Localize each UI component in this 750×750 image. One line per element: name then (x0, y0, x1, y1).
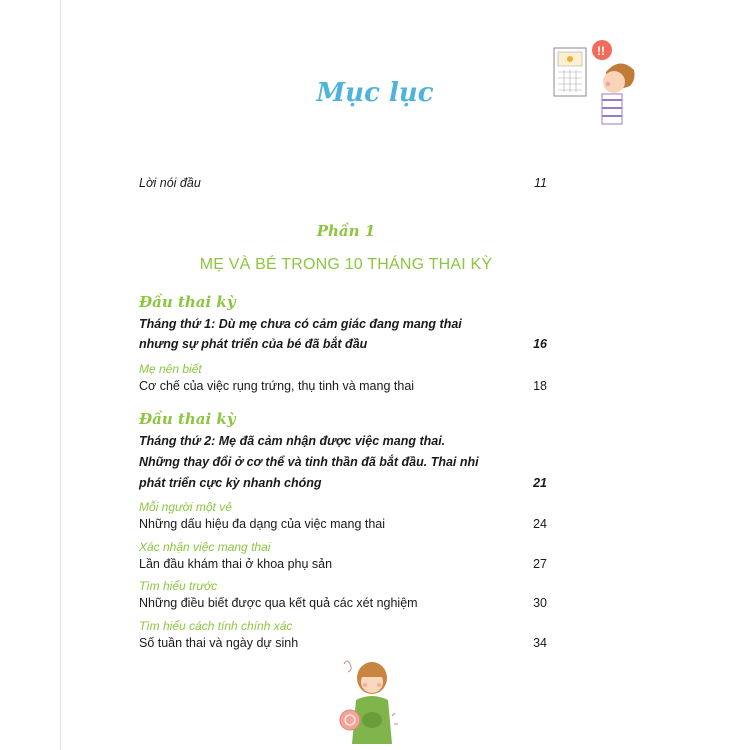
entry-text: Lần đầu khám thai ở khoa phụ sản (139, 557, 333, 571)
entry-text: Cơ chế của việc rụng trứng, thụ tinh và mang thai (139, 379, 415, 393)
entry-line: nhưng sự phát triển của bé đã bắt đầu (139, 337, 368, 351)
page-number: 18 (533, 379, 547, 393)
toc-entry-ovulation[interactable] (139, 378, 547, 394)
page-number: 30 (533, 596, 547, 610)
sub-label: Xác nhận việc mang thai (139, 540, 271, 554)
toc-entry-signs[interactable] (139, 516, 547, 532)
page-number: 27 (533, 557, 547, 571)
page-number: 11 (534, 176, 547, 190)
page-edge (60, 0, 61, 750)
svg-text:!!: !! (597, 44, 605, 58)
entry-text: Số tuần thai và ngày dự sinh (139, 636, 299, 650)
sub-label: Tìm hiểu cách tính chính xác (139, 619, 293, 633)
entry-text: Những dấu hiệu đa dạng của việc mang thai (139, 517, 386, 531)
toc-entry-tests[interactable] (139, 595, 547, 611)
toc-entry-month-2[interactable] (139, 433, 547, 491)
entry-line: Tháng thứ 2: Mẹ đã cảm nhận được việc mang thai. (139, 434, 446, 448)
entry-line: Những thay đổi ở cơ thể và tinh thần đã bắt đầu. Thai nhi (139, 455, 479, 469)
entry-text: Những điều biết được qua kết quả các xét nghiệm (139, 596, 418, 610)
page-number: 16 (533, 337, 547, 351)
page-title: Mục lục (316, 78, 434, 108)
girl-holding-belly-illustration (330, 656, 410, 748)
toc-entry-first-exam[interactable] (139, 556, 547, 572)
section-heading: Đầu thai kỳ (139, 410, 236, 428)
toc-entry-due-date[interactable] (139, 635, 547, 651)
part-label: Phần 1 (316, 222, 376, 240)
part-title: MẸ VÀ BÉ TRONG 10 THÁNG THAI KỲ (199, 256, 493, 273)
page-number: 24 (533, 517, 547, 531)
entry-line: phát triển cực kỳ nhanh chóng (139, 476, 322, 490)
entry-line: Tháng thứ 1: Dù mẹ chưa có cảm giác đang mang thai (139, 317, 462, 331)
toc-entry-preface[interactable] (139, 175, 547, 191)
page-number: 21 (533, 476, 547, 490)
sub-label: Tìm hiểu trước (139, 579, 218, 593)
page-number: 34 (533, 636, 547, 650)
sub-label: Mỗi người một vẻ (139, 500, 232, 514)
entry-text: Lời nói đầu (139, 176, 201, 190)
sub-label: Mẹ nên biết (139, 362, 202, 376)
toc-entry-month-1[interactable] (139, 316, 547, 352)
section-heading: Đầu thai kỳ (139, 293, 236, 311)
